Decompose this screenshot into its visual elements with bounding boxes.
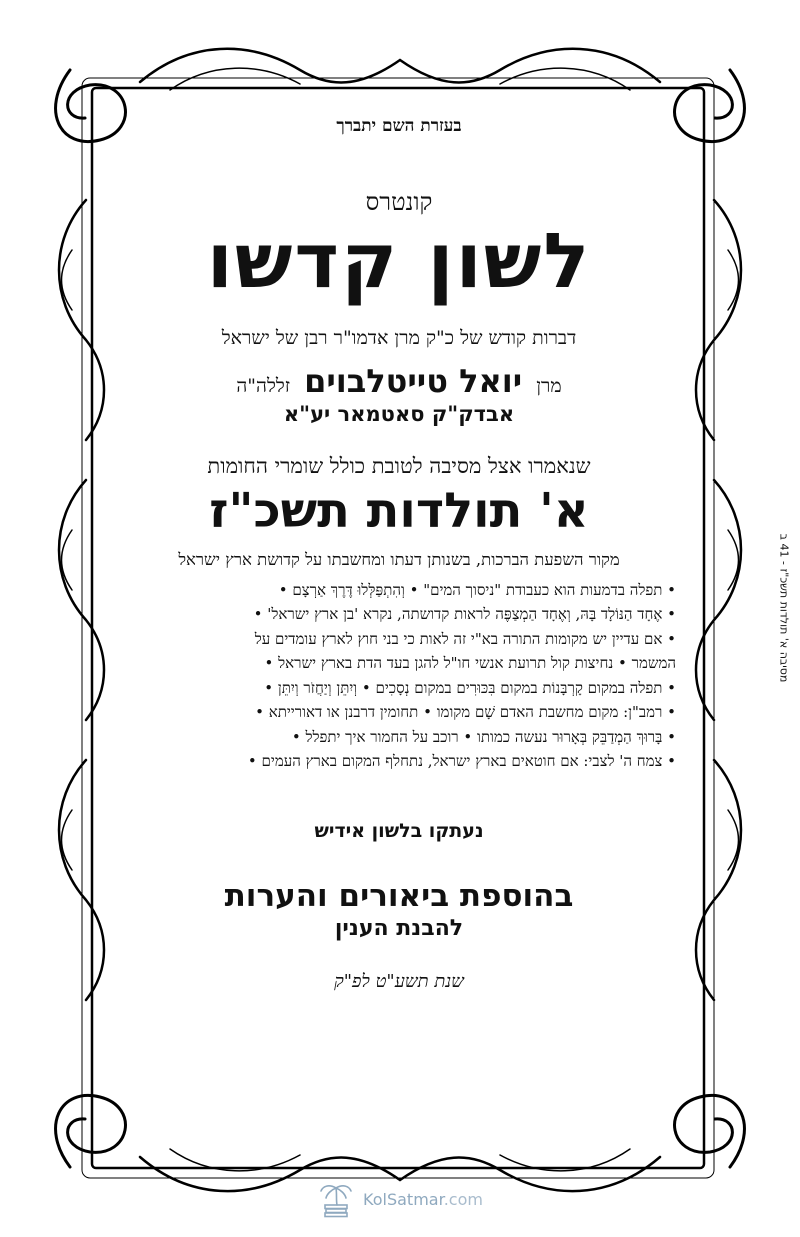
translated-line: נעתקו בלשון אידיש (314, 819, 484, 842)
kuntres-label: קונטרס (365, 188, 433, 216)
side-caption: מסיבה א' תולדות תשכ"ז - 41 ב (777, 533, 791, 683)
occasion-line: שנאמרו אצל מסיבה לטובת כולל שומרי החומות (207, 453, 591, 478)
divrei-kodesh-line: דברות קודש של כ"ק מרן אדמו"ר רבן של ישראל (221, 326, 577, 349)
main-title: לשון קדשו (206, 216, 592, 305)
topic-line: • תפלה במקום קָרְבָּנוֹת במקום בִּכּוּרִים במקום נְסָכִים • וְיִתֵּן וְיַחֲזֹר וְיִתֵּן • (264, 678, 676, 697)
topics-list (118, 578, 680, 774)
watermark-text (363, 1190, 483, 1209)
helper-phrase: בעזרת השם יתברך (336, 116, 462, 136)
maran-label: מרן (536, 374, 562, 397)
year-line: שנת תשע"ט לפ"ק (334, 970, 464, 992)
topic-line: • אם עדיין יש מקומות התורה בא"י זה לאות כי בני חוץ לארץ עומדים על (254, 629, 676, 648)
zlh-label: זללה"ה (236, 374, 291, 397)
topic-line: • אֶחָד הַנּוֹלָד בָּהּ, וְאֶחָד הַמְצַפֶּה לראות קדושתה, נקרא 'בן ארץ ישראל' • (253, 605, 676, 624)
topic-line: • תפלה בדמעות הוא כעבודת "ניסוך המים" • וְהִתְפַּלְּלוּ דֶּרֶךְ אַרְצָם • (278, 580, 676, 599)
watermark-domain: .com (443, 1189, 483, 1209)
author-title: אבדק"ק סאטמאר יע"א (283, 401, 515, 426)
source-line: מקור השפעת הברכות, בשנותן דעתו ומחשבתו על קדושת ארץ ישראל (178, 549, 620, 569)
palm-tree-books-icon (317, 1180, 355, 1218)
topic-line: המשמר • נחיצות קול תרועת אנשי חו"ל להגן בעד הדת בארץ ישראל • (264, 654, 676, 673)
author-name: יואל טייטלבוים (304, 361, 523, 400)
watermark-name: KolSatmar (363, 1189, 444, 1209)
kolsatmar-watermark (0, 1180, 800, 1218)
topic-line: • צמח ה' לצבי: אם חוטאים בארץ ישראל, נתחלף המקום בארץ העמים • (247, 752, 676, 771)
author-name-line (118, 362, 680, 400)
additions-line: בהוספת ביאורים והערות (224, 877, 574, 914)
topic-line: • בָּרוּךְ הַמְדַבֵּק בְּאָרוּר נעשה כמותו • רוכב על החמור איך יתפלל • (291, 727, 676, 746)
occasion-date: א' תולדות תשכ"ז (209, 482, 589, 539)
purpose-line: להבנת הענין (334, 915, 464, 941)
topic-line: • רמב"ן: מקום מחשבת האדם שָׁם מקומו • תחומין דרבנן או דאורייתא • (255, 703, 676, 722)
title-page-content (118, 110, 680, 1120)
